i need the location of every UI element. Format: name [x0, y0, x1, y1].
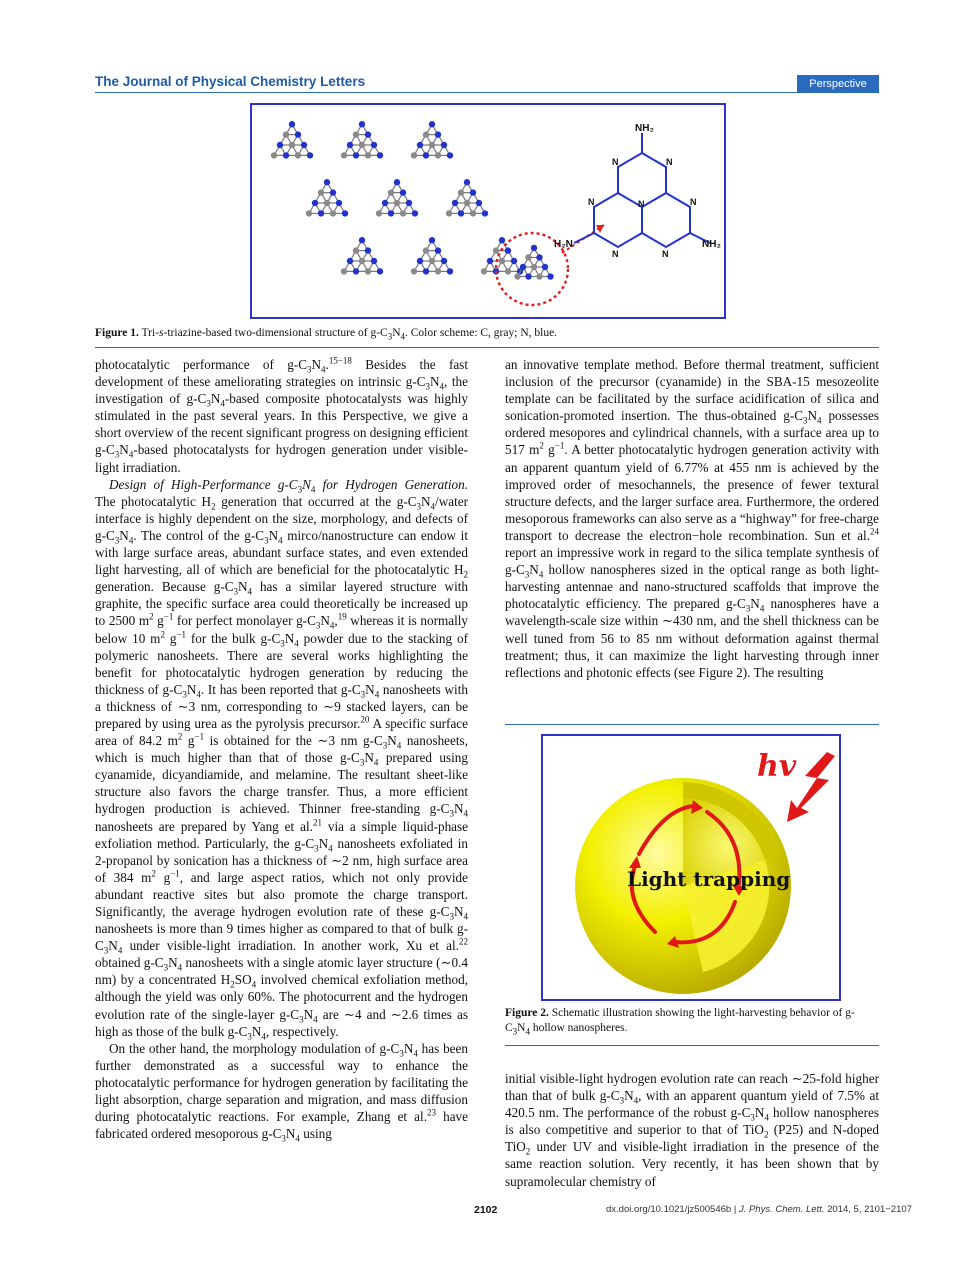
figure-2-bottom-rule	[505, 1045, 879, 1046]
figure-2-frame	[541, 734, 841, 1001]
section-badge: Perspective	[797, 75, 879, 93]
paragraph: On the other hand, the morphology modulation of $g-C_3N_4$ has been further demonstrated as a successful way to enhance the photocatalytic performance for hydrogen generation by facilitating the light absorption, charge separation and migration, and mass diffusion during photocatalytic reactions. For example, Zhang et al.$^{23}$ have fabricated ordered mesoporous $g-C_3N_4$ using	[95, 1040, 468, 1144]
n-atom-label: N	[690, 197, 697, 207]
amino-label-top: NH₂	[635, 123, 654, 134]
paragraph: initial visible-light hydrogen evolution rate can reach ∼25-fold higher than that of bulk $g-C_3N_4$, with an apparent quantum yield of 7.5% at 420.5 nm. The performance of the robust $g-C_3N_4$ hollow nanospheres is also competitive and superior to that of TiO$_2$ (P25) and N-doped TiO$_2$ under UV and visible-light irradiation in the presence of the same reaction solution. Very recently, it has been shown that by supramolecular chemistry of	[505, 1071, 879, 1189]
triazine-unit	[341, 121, 383, 159]
hv-label: hv	[757, 749, 797, 784]
triazine-unit	[481, 237, 523, 275]
n-atom-label: N	[588, 197, 595, 207]
caption-rule	[95, 347, 879, 348]
paragraph: Design of High-Performance $g-C_3N_4$ for Hydrogen Generation. The photocatalytic $H_2$ generation that occurred at the $g-C_3N_4$/water interface is highly dependent on the size, morphology, and defects of $g-C_3N_4$. The control of the $g-C_3N_4$ mirco/nanostructure can endow it with large surface areas, abundant surface states, and even extended light harvesting, all of which are beneficial for the photocatalytic $H_2$ generation. Because $g-C_3N_4$ has a similar layered structure with graphite, the specific surface area could theoretically be increased up to 2500 $m^2$ $g^{-1}$ for perfect monolayer $g-C_3N_4,^{19}$ whereas it is normally below 10 $m^2$ $g^{-1}$ for the bulk $g-C_3N_4$ powder due to the stacking of polymeric nanosheets. There are several works highlighting the benefit for photocatalytic hydrogen generation by reducing the thickness of $g-C_3N_4$. It has been reported that $g-C_3N_4$ nanosheets with a thickness of ∼3 nm, corresponding to ∼9 stacked layers, can be prepared by using urea as the pyrolysis precursor.$^{20}$ A specific surface area of 84.2 $m^2$ $g^{-1}$ is obtained for the ∼3 nm $g-C_3N_4$ nanosheets, which is much higher than that of those $g-C_3N_4$ prepared using cyanamide, dicyandiamide, and melamine. The resultant sheet-like structure also favors the charge transfer. Thus, a more efficient hydrogen production is achieved. Thinner free-standing $g-C_3N_4$ nanosheets are prepared by Yang et al.$^{21}$ via a simple liquid-phase exfoliation method. Particularly, the $g-C_3N_4$ nanosheets exfoliated in 2-propanol by sonication has a thickness of ∼2 nm, high surface area of 384 $m^2$ $g^{-1}$, and large aspect ratios, which not only provide abundant reactive sites but also promote the charge transport. Significantly, the average hydrogen evolution rate of these $g-C_3N_4$ nanosheets is more than 9 times higher as compared to that of bulk $g-C_3N_4$ under visible-light irradiation. In another work, Xu et al.$^{22}$ obtained $g-C_3N_4$ nanosheets with a single atomic layer structure (∼0.4 nm) by a concentrated $H_2SO_4$ involved chemical exfoliation method, although the yield was only 60%. The photocurrent and the hydrogen evolution rate of the single-layer $g-C_3N_4$ are ∼4 and ∼2.6 times as high as those of the bulk $g-C_3N_4$, respectively.	[95, 476, 469, 1042]
paragraph: photocatalytic performance of $g-C_3N_4.^{15-18}$ Besides the fast development of these ameliorating strategies on intrinsic $g-C_3N_4$, the investigation of $g-C_3N_4$-based composite photocatalysts was highly stimulated in the past several years. In this Perspective, we give a short overview of the recent significant progress on designing efficient $g-C_3N_4$-based photocatalysts for hydrogen generation under visible-light irradiation.	[95, 355, 468, 475]
figure-2-top-rule	[505, 724, 879, 725]
triazine-unit	[271, 121, 313, 159]
triazine-unit	[376, 179, 418, 217]
triazine-unit	[306, 179, 348, 217]
triazine-unit	[341, 237, 383, 275]
page-number: 2102	[474, 1204, 498, 1216]
paragraph: an innovative template method. Before thermal treatment, sufficient inclusion of the precursor (cyanamide) in the SBA-15 mesozeolite template can be facilitated by the surface acidification of silica and sonication-promoted insertion. The thus-obtained $g-C_3N_4$ possesses ordered mesopores and cylindrical channels, with a surface area up to 517 $m^2$ $g^{-1}$. A better photocatalytic hydrogen generation activity with an apparent quantum yield of 6.77% at 455 nm is achieved by the improved order of mesochannels, the presence of fewer textural structure defects, and the larger surface area. Furthermore, the ordered mesoporous frameworks can also serve as a “highway” for free-charge transport to decrease the electron−hole recombination. Sun et al.$^{24}$ report an impressive work in regard to the silica template synthesis of $g-C_3N_4$ hollow nanospheres sized in the optical range as both light-harvesting antennae and nano-structured scaffolds that improve the photocatalytic efficiency. The prepared $g-C_3N_4$ nanospheres have a wavelength-scale size within ∼430 nm, and the shell thickness can be well tuned from 56 to 85 nm without deformation against thermal treatment; thus, it can maximize the light harvesting through inner reflections and photonic effects (see Figure 2). The resulting	[505, 357, 879, 680]
figure-1-frame	[250, 103, 726, 319]
footer-citation: dx.doi.org/10.1021/jz500546b | J. Phys. Chem. Lett. 2014, 5, 2101−2107	[606, 1204, 912, 1215]
n-atom-label: N	[612, 157, 619, 167]
header-rule	[95, 92, 879, 93]
light-trapping-label: Light trapping	[627, 867, 791, 891]
triazine-network	[271, 121, 554, 280]
figure-1-structure-image	[252, 105, 724, 317]
n-atom-label: N	[638, 199, 645, 209]
journal-title: The Journal of Physical Chemistry Letters	[95, 74, 366, 89]
n-atom-label: N	[666, 157, 673, 167]
n-atom-label: N	[662, 249, 669, 259]
triazine-unit	[411, 237, 453, 275]
right-column-bottom	[505, 1070, 879, 1190]
triazine-unit	[411, 121, 453, 159]
heptazine-molecule	[554, 123, 721, 259]
right-column-top	[505, 356, 879, 681]
left-column	[95, 356, 468, 1142]
figure-1-caption: Figure 1. Tri-s-triazine-based two-dimensional structure of $g-C_3N_4$. Color scheme: C, gray; N, blue.	[95, 327, 558, 342]
amino-label-right: NH₂	[702, 239, 721, 250]
figure-2-nanosphere-image	[543, 736, 839, 999]
amino-label-left: H₂N	[554, 239, 573, 250]
triazine-unit	[446, 179, 488, 217]
figure-2-caption: Figure 2. Schematic illustration showing the light-harvesting behavior of $g-C_3N_4$ hollow nanospheres.	[505, 1007, 855, 1037]
n-atom-label: N	[612, 249, 619, 259]
